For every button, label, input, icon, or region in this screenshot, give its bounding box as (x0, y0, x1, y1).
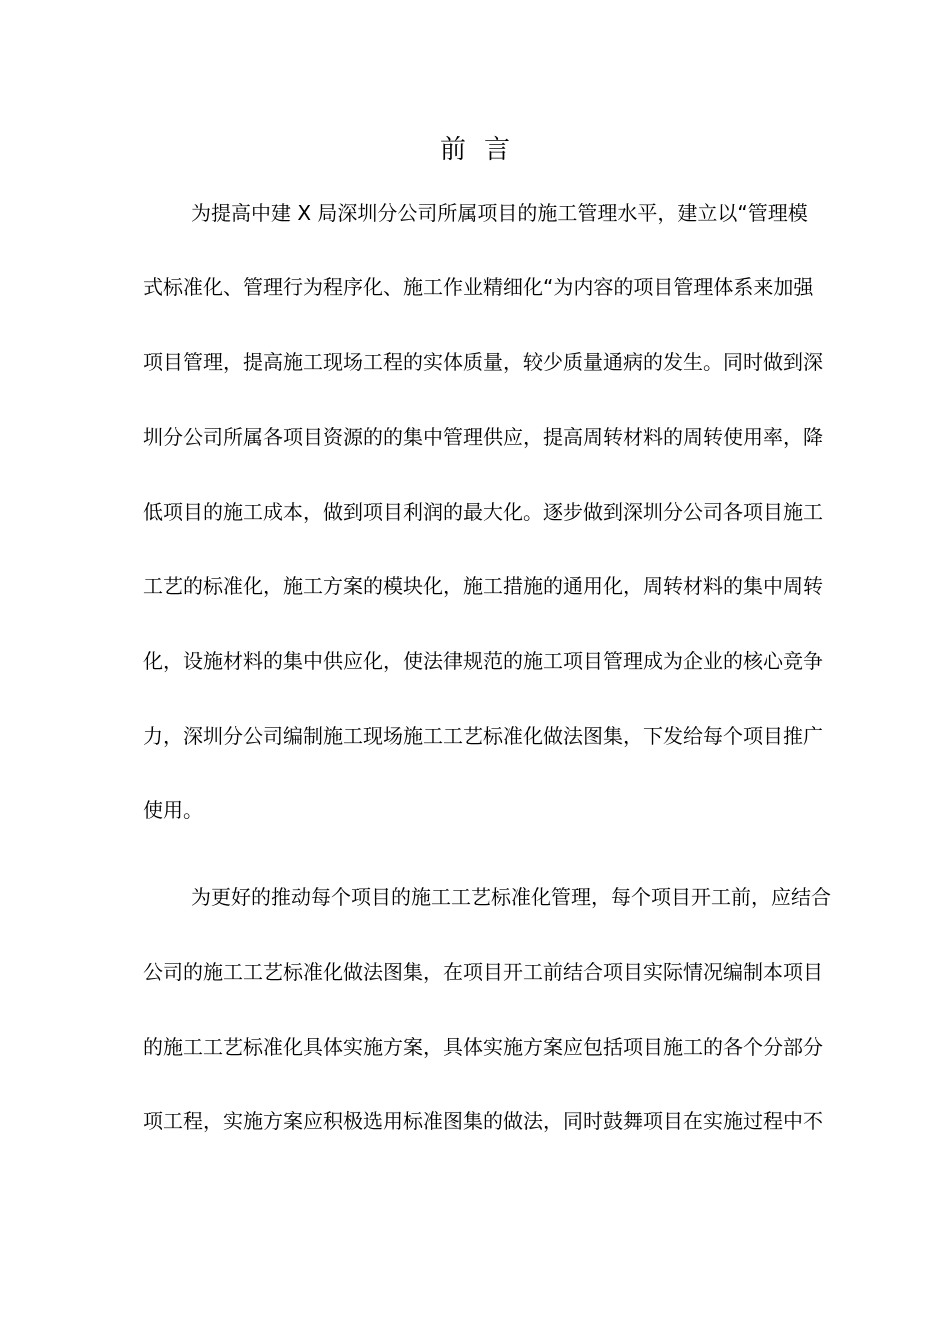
paragraph-1-line-6: 工艺的标准化，施工方案的模块化，施工措施的通用化，周转材料的集中周转 (143, 574, 823, 598)
page-title: 前言 (439, 135, 528, 165)
paragraph-2-line-4: 项工程，实施方案应积极选用标准图集的做法，同时鼓舞项目在实施过程中不 (143, 1109, 823, 1133)
paragraph-1-line-9: 使用。 (143, 798, 203, 822)
paragraph-1-line-1: 为提高中建 X 局深圳分公司所属项目的施工管理水平，建立以“管理模 (191, 201, 808, 225)
paragraph-2-line-1: 为更好的推动每个项目的施工工艺标准化管理，每个项目开工前，应结合 (191, 885, 831, 909)
paragraph-2-line-3: 的施工工艺标准化具体实施方案，具体实施方案应包括项目施工的各个分部分 (143, 1035, 823, 1059)
paragraph-1-line-7: 化，设施材料的集中供应化，使法律规范的施工项目管理成为企业的核心竞争 (143, 649, 823, 673)
paragraph-1-line-2: 式标准化、管理行为程序化、施工作业精细化“为内容的项目管理体系来加强 (143, 275, 814, 299)
paragraph-1-line-8: 力，深圳分公司编制施工现场施工工艺标准化做法图集，下发给每个项目推广 (143, 724, 823, 748)
paragraph-2-line-2: 公司的施工工艺标准化做法图集，在项目开工前结合项目实际情况编制本项目 (143, 960, 823, 984)
paragraph-1-line-4: 圳分公司所属各项目资源的的集中管理供应，提高周转材料的周转使用率，降 (143, 425, 823, 449)
paragraph-1-line-5: 低项目的施工成本，做到项目利润的最大化。逐步做到深圳分公司各项目施工 (143, 500, 823, 524)
paragraph-1-line-3: 项目管理，提高施工现场工程的实体质量，较少质量通病的发生。同时做到深 (143, 350, 823, 374)
